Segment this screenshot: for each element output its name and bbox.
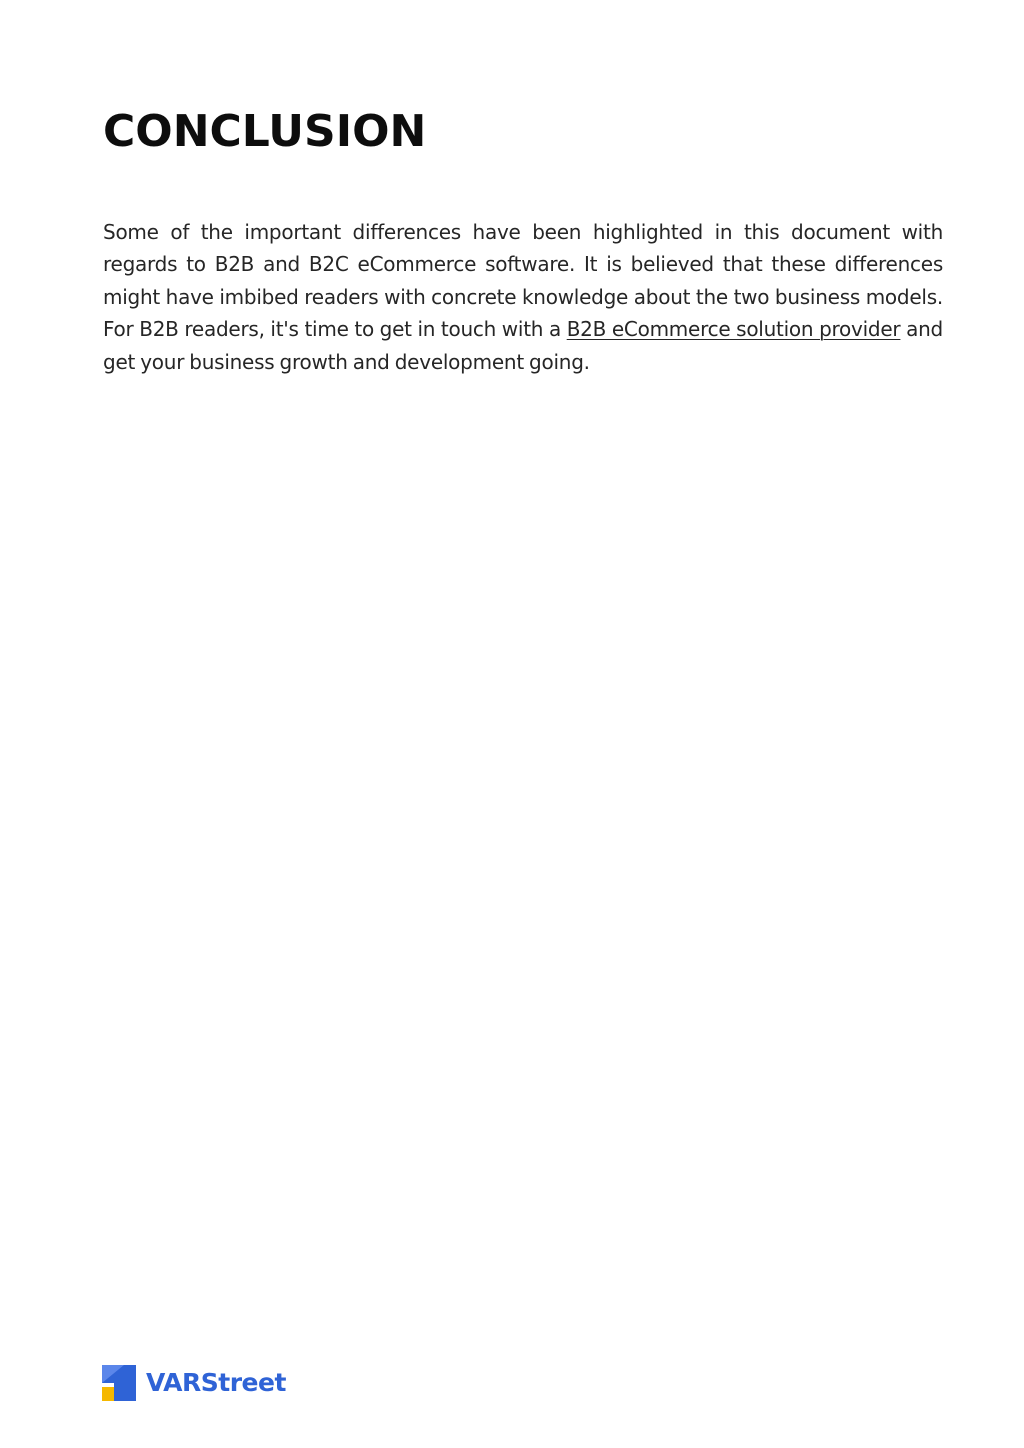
conclusion-paragraph <box>103 216 943 378</box>
paragraph-text-before-link: Some of the important differences have been highlighted in this document with regards to B2B and B2C eCommerce software. It is believed that these differences might have imbibed readers with concrete knowledge about the two business models. For B2B readers, it's time to get in touch with a <box>103 220 943 342</box>
paragraph-text-after-link: and get your business growth and development going. <box>103 317 944 374</box>
varstreet-logo <box>102 1364 286 1402</box>
b2b-solution-provider-link[interactable]: B2B eCommerce solution provider <box>566 317 901 342</box>
varstreet-logo-icon <box>102 1365 136 1401</box>
page-title: CONCLUSION <box>103 106 427 157</box>
varstreet-logo-text: VARStreet <box>146 1368 286 1397</box>
